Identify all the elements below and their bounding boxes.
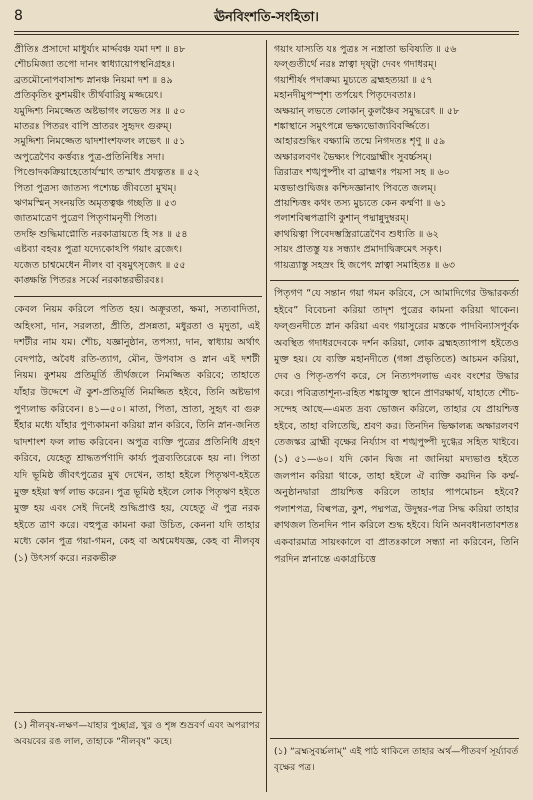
- verse-line: পিতা পুত্রস্য জাতস্য পশ্যেচ্চ জীবতো মুখম্।: [14, 182, 177, 194]
- header-rule: [14, 31, 519, 32]
- left-verse-rule: [14, 296, 262, 297]
- verse-line: প্রতিকৃতিং কুশময়ীং তীর্থবারিষু মজ্জয়েৎ।: [14, 90, 163, 102]
- left-footnote: (১) নীলবৃষ-লক্ষণ—যাহার পুচ্ছাগ্র, খুর ও শৃঙ্গ শুভ্রবর্ণ এবং অপরাপর অবয়বের রঙ লাল, তাহাকে “নীলবৃষ” কহে।: [14, 720, 260, 747]
- verse-line: এষ্টব্যা বহবঃ পুত্রা যদ্যেকোঽপি গয়াং ব্রজেৎ।: [14, 244, 183, 256]
- verse-line: প্রায়শ্চিত্তং কথং তস্য মুচ্যতে কেন কর্ম্মণা ॥ ৬১: [274, 198, 447, 210]
- page-number: 8: [14, 8, 23, 24]
- verse-line: গায়ত্র্যাস্তু সহস্রং হি জপেৎ স্নাত্বা সমাহিতঃ ॥ ৬৩: [274, 259, 455, 271]
- verse-line: কাঙ্ক্ষন্তি পিতরঃ সর্ব্বে নরকান্তরভীরবঃ।: [14, 275, 164, 287]
- verse-line: অপুত্রেণৈব কর্ত্তব্যঃ পুত্র-প্রতিনিধিঃ সদা।: [14, 151, 165, 163]
- verse-line: গয়াং যাস্যতি যঃ পুত্রঃ স নস্ত্রাতা ভবিষ্যতি ॥ ৫৬: [274, 44, 457, 55]
- right-footnote-rule: [270, 738, 519, 739]
- column-divider: [266, 40, 267, 792]
- verse-line: আহারশুদ্ধিং বক্ষ্যামি তন্মে নিগদতঃ শৃণু ॥ ৫৯: [274, 136, 446, 148]
- verse-line: মত্তভাণ্ডাদ্বিজঃ কশ্চিদজ্ঞানাৎ পিবতে জলম্।: [274, 182, 437, 194]
- verse-line: শৌচমিজ্যা তপো দানং স্বাধ্যায়োপস্থনিগ্রহঃ।: [14, 59, 175, 71]
- verse-line: যমুদ্দিশ্য নিমজ্জেত অষ্টভাগং লভেত সঃ ॥ ৫০: [14, 105, 186, 117]
- left-footnote-rule: [14, 712, 262, 713]
- verse-line: সমুদ্দিশ্য নিমজ্জেত দ্বাদশাংশফলং লভেৎ ॥ ৫১: [14, 136, 186, 148]
- right-prose: পিতৃগণ “যে সন্তান গয়া গমন করিবে, সে আমাদিগের উদ্ধারকর্তা হইবে” বিবেচনা করিয়া তাদৃশ পুত্রের কামনা করিয়া থাকেন। ফল্গুনদীতে স্নান করিয়া এবং গয়াসুরের মস্তকে পাদবিন্যাসপূর্বক অবস্থিত গদাধরদেবকে দর্শন করিয়া, লোক ব্রহ্মহত্যাপাপ হইতেও মুক্ত হয়। যে ব্যক্তি মহানদীতে (গঙ্গা প্রভৃতিতে) আচমন করিয়া, দেব ও পিতৃ-তর্পণ করে, সে নিত্যপদলাভ এবং বংশের উদ্ধার করে। পবিত্রতাশূন্য-রহিত শঙ্কাযুক্ত স্থানে প্রাণরক্ষার্থ, যাহাতে শৌচ-সন্দেহ আছে—এমত দ্রব্য ভোজন করিলে, তাহার যে প্রায়শ্চিত্ত হইবে, তাহা বলিতেছি, শ্রবণ কর। তিনদিন ভিক্ষালব্ধ অক্ষারলবণ তেজস্কর ব্রাহ্মী বৃক্ষের নির্য্যাস বা শঙ্খপুষ্পী দুগ্ধের সহিত খাইবে।(১) ৫১—৬০। যদি কোন দ্বিজ না জানিয়া মদ্যভাণ্ড হইতে জলপান করিয়া থাকে, তাহা হইলে ঐ ব্যক্তি কয়দিন কি কর্ম্ম-অনুষ্ঠানদ্বারা প্রায়শ্চিত্ত করিলে তাহার পাপমোচন হইবে? পলাশপত্র, বিল্বপত্র, কুশ, পদ্মপত্র, উদুম্বর-পত্র সিদ্ধ করিয়া তাহার ক্বাথজল তিনদিন পান করিলে শুদ্ধ হইবে। যিনি অনবধানতাবশতঃ একবারমাত্র সায়ংকালে বা প্রাতঃকালে সন্ধ্যা না করিবেন, তিনি পরদিন স্নানান্তে একাগ্রচিত্তে: [274, 288, 519, 565]
- page-header: [0, 6, 533, 28]
- verse-line: মহানদীমুপস্পৃশ্য তর্পয়েৎ পিতৃদেবতাঃ।: [274, 90, 416, 102]
- verse-line: ত্রিরাত্রং শঙ্খপুষ্পীং বা ব্রাহ্মণঃ পয়সা সহ ॥ ৬০: [274, 167, 450, 179]
- verse-line: অক্ষয়ান্ লভতে লোকান্ কুলঞ্চৈব সমুদ্ধরেৎ ॥ ৫৮: [274, 105, 460, 117]
- verse-line: গয়াশীর্ষং পদাক্রম্য মুচ্যতে ব্রহ্মহত্যয়া ॥ ৫৭: [274, 74, 433, 86]
- verse-line: মাতরঃ পিতরং বাপি ভ্রাতরং সুহৃদং গুরুম্।: [14, 121, 172, 133]
- verse-line: জাতমাত্রেণ পুত্রেণ পিতৃণামনৃণী পিতা।: [14, 213, 158, 225]
- verse-line: সায়ং প্রাতস্তু যঃ সন্ধ্যাং প্রমাদাদ্বিক্রমেৎ সকৃৎ।: [274, 244, 442, 256]
- verse-line: ক্বাথয়িত্বা পিবেদম্ভস্ত্রিরাত্রেণৈব শুধ্যতি ॥ ৬২: [274, 228, 439, 240]
- verse-line: প্রীতিঃ প্রসাদো মাধুর্য্যং মার্দ্দবঞ্চ যমা দশ ॥ ৪৮: [14, 44, 186, 55]
- header-rule-double: [14, 34, 519, 35]
- verse-line: পিণ্ডোদকক্রিয়াহেতোর্যস্মাৎ তস্মাৎ প্রযত্নতঃ ॥ ৫২: [14, 167, 200, 179]
- verse-line: ঋণমস্মিন্ সংনয়তি অমৃতত্বঞ্চ গচ্ছতি ॥ ৫৩: [14, 198, 177, 210]
- running-title: ঊনবিংশতি-সংহিতা।: [214, 10, 319, 25]
- verse-line: ব্রতমৌনোপবাসাশ্চ স্নানঞ্চ নিয়মা দশ ॥ ৪৯: [14, 74, 173, 86]
- verse-line: শঙ্কাস্থানে সমুৎপন্নে ভক্ষ্যভোজ্যবিবর্জ্জিতে।: [274, 121, 430, 133]
- right-footnote: (১) “ব্রহ্মসুবর্চ্চলাম্” এই পাঠ থাকিলে তাহার অর্থ—পীতবর্ণ সূর্য্যাবর্ত বৃক্ষের পত্র।: [274, 746, 519, 773]
- verse-line: ফল্গুতীর্থে নরঃ স্নাত্বা দৃষ্ট্বা দেবং গদাধরম্।: [274, 59, 437, 71]
- left-verse-block: [14, 42, 260, 292]
- right-verse-block: [274, 42, 519, 276]
- verse-line: যজেত চাশ্বমেধেন নীলং বা বৃষমুৎসৃজেৎ ॥ ৫৫: [14, 259, 186, 271]
- verse-line: পলাশবিল্বপত্রাণি কুশান্ পদ্মান্নুদুম্বরম্।: [274, 213, 409, 225]
- right-verse-rule: [270, 280, 519, 281]
- verse-line: তদহ্নি শুদ্ধিমাপ্নোতি নরকাত্রায়তে হি সঃ ॥ ৫৪: [14, 228, 188, 240]
- verse-line: অক্ষারলবণং ভৈক্ষ্যং পিবেদ্ব্রাহ্মীং সুবর্চ্চসম্।: [274, 151, 432, 163]
- left-prose: কেবল নিয়ম করিলে পতিত হয়। অক্রূরতা, ক্ষমা, সত্যবাদিতা, অহিংসা, দান, সরলতা, প্রীতি, প্রসন্নতা, মধুরতা ও মৃদুতা, এই দশটীর নাম যম। শৌচ, যজ্ঞানুষ্ঠান, তপস্যা, দান, স্বাধ্যায় অর্থাৎ বেদপাঠ, অবৈধ রতি-ত্যাগ, মৌন, উপবাস ও স্নান এই দশটী নিয়ম। কুশময় প্রতিমূর্তি তীর্থজলে নিমজ্জিত করিবে; তাহাতে যাঁহার উদ্দেশে ঐ কুশ-প্রতিমূর্তি নিমজ্জিত হইবে, তিনি অষ্টভাগ পুণ্যলাভ করিবেন। ৪১—৫০। মাতা, পিতা, ভ্রাতা, সুহৃৎ বা গুরু ইঁহার মধ্যে যাঁহার পুণ্যকামনা করিয়া স্নান করিবে, তিনি স্নান-জনিত দ্বাদশাংশ ফল লাভ করিবেন। অপুত্র ব্যক্তি পুত্রের প্রতিনিধি গ্রহণ করিবে, যেহেতু শ্রাদ্ধতর্পণাদি কার্য্য পুত্রব্যতিরেকে হয় না। পিতা যদি ভূমিষ্ঠ জীবৎপুত্রের মুখ দেখেন, তাহা হইলে পিতৃঋণ-হইতে মুক্ত হইয়া স্বর্গ লাভ করেন। পুত্র ভূমিষ্ঠ হইলে লোক পিতৃঋণ হইতে মুক্ত হয় এবং সেই দিনেই শুদ্ধিপ্রাপ্ত হয়, যেহেতু ঐ পুত্র নরক হইতে ত্রাণ করে। বহুপুত্র কামনা করা উচিত, কেননা যদি তাহার মধ্যে কোন পুত্র গয়া-গমন, কেহ বা অশ্বমেধযজ্ঞ, কেহ বা নীলবৃষ (১) উৎসর্গ করে। নরকভীরু: [14, 304, 260, 564]
